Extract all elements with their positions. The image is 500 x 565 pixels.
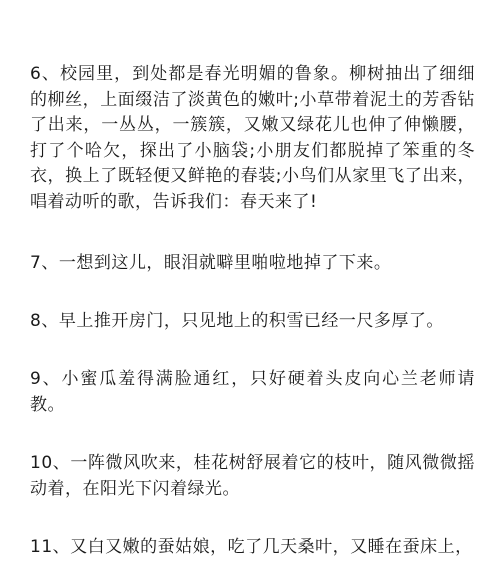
paragraph-11: 11、又白又嫩的蚕姑娘，吃了几天桑叶，又睡在蚕床上， [30,537,473,557]
paragraph-9: 9、小蜜瓜羞得满脸通红，只好硬着头皮向心兰老师请教。 [30,369,475,415]
paragraph-7: 7、一想到这儿，眼泪就噼里啪啦地掉了下来。 [30,253,392,273]
paragraph-8: 8、早上推开房门，只见地上的积雪已经一尺多厚了。 [30,311,444,331]
paragraph-6: 6、校园里，到处都是春光明媚的鲁象。柳树抽出了细细的柳丝，上面缀洁了淡黄色的嫩叶;小草带着泥土的芳香钻了出来，一丛丛，一簇簇，又嫩又绿花儿也伸了伸懒腰，打了个哈欠，探出了小脑袋;小朋友们都脱掉了笨重的冬衣，换上了既轻便又鲜艳的春装;小鸟们从家里飞了出来，唱着动听的歌，告诉我们：春天来了! [30,64,475,212]
paragraph-10: 10、一阵微风吹来，桂花树舒展着它的枝叶，随风微微摇动着，在阳光下闪着绿光。 [30,453,475,499]
